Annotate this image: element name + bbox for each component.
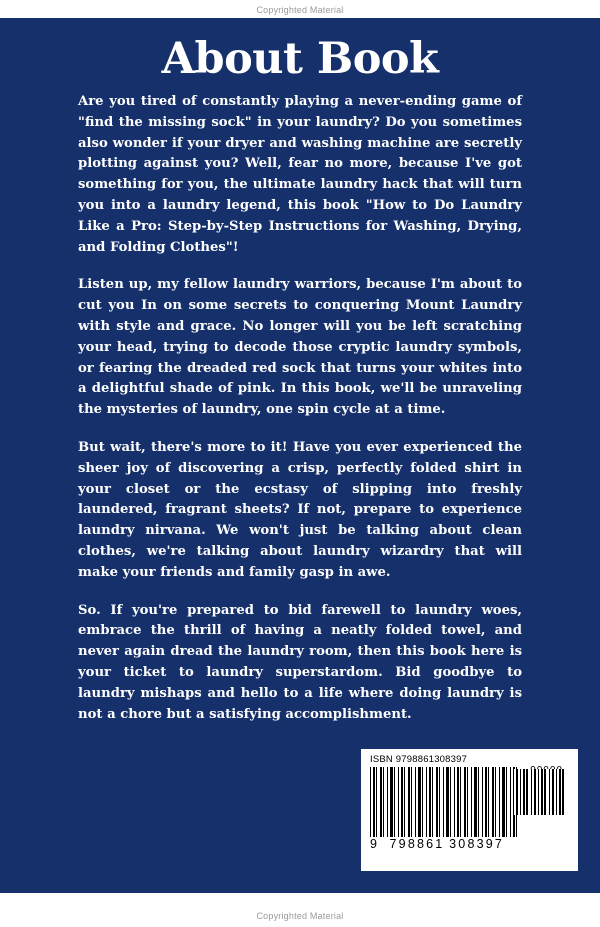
barcode-icon	[370, 767, 520, 837]
blurb-paragraph-4: So. If you're prepared to bid farewell to laundry woes, embrace the thrill of having a neatly folded towel, and never again dread the laundry room, then this book here is your ticket to laundry superstardom. Bid goodbye to laundry mishaps and hello to a life where doing laundry is not a chore but a satisfying accomplishment.	[78, 602, 522, 722]
blurb-text	[0, 92, 600, 725]
watermark-bottom: Copyrighted Material	[256, 911, 344, 921]
blurb-paragraph-2: Listen up, my fellow laundry warriors, because I'm about to cut you In on some secrets to conquering Mount Laundry with style and grace. No longer will you be left scratching your head, trying to decode those cryptic laundry symbols, or fearing the dreaded red sock that turns your whites into a delightful shade of pink. In this book, we'll be unraveling the mysteries of laundry, one spin cycle at a time.	[78, 277, 522, 418]
isbn-label: ISBN 9798861308397	[370, 754, 468, 765]
blurb-paragraph-1: Are you tired of constantly playing a never-ending game of "find the missing sock" in your laundry? Do you sometimes also wonder if your dryer and washing machine are secretly plotting against you? Well, fear no more, because I've got something for you, the ultimate laundry hack that will turn you into a laundry legend, this book "How to Do Laundry Like a Pro: Step-by-Step Instructions for Washing, Drying, and Folding Clothes"!	[78, 94, 522, 255]
barcode-digits: 9 798861 308397	[370, 837, 505, 851]
cover-panel	[0, 18, 600, 893]
blurb-paragraph-3: But wait, there's more to it! Have you ever experienced the sheer joy of discovering a crisp, perfectly folded shirt in your closet or the ecstasy of slipping into freshly laundered, fragrant sheets? If not, prepare to experience laundry nirvana. We won't just be talking about clean clothes, we're talking about laundry wizardry that will make your friends and family gasp in awe.	[78, 439, 522, 580]
barcode-addon-icon	[513, 769, 565, 815]
barcode-bars-row	[368, 767, 571, 837]
barcode-block	[361, 749, 578, 871]
watermark-top: Copyrighted Material	[256, 5, 344, 15]
page-title: About Book	[161, 34, 439, 84]
